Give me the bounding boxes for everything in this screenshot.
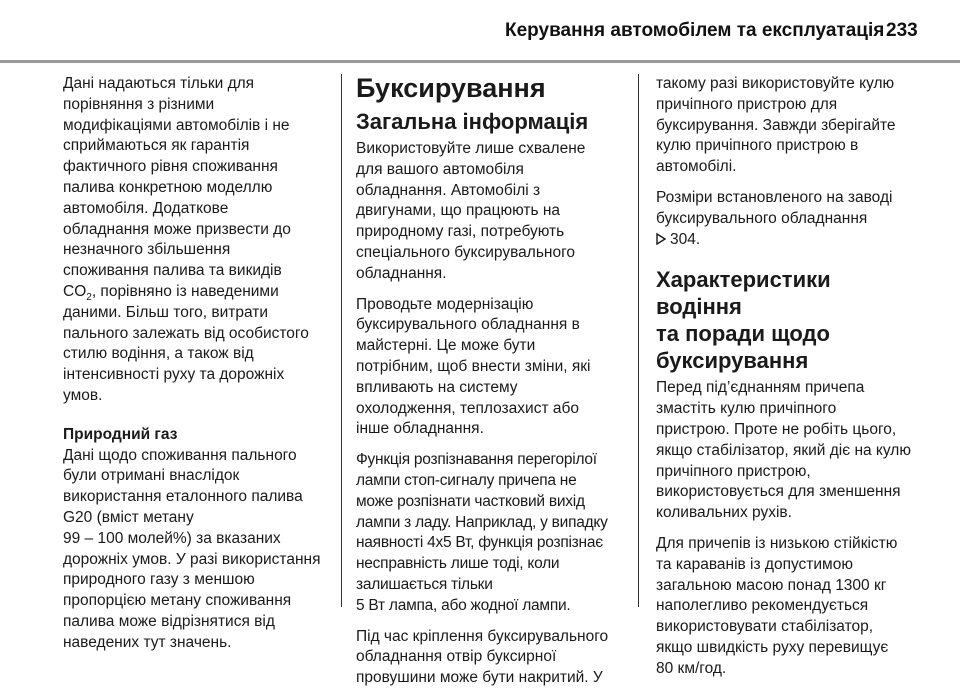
page-reference-arrow-icon: [656, 233, 666, 245]
fuel-consumption-paragraph: [63, 74, 335, 407]
fuel-text-part1: Дані надаються тільки для порівняння з різними модифікаціями автомобілів і не сприймаються як гарантія фактичного рівня споживання палива конкретною моделлю автомобіля. Додаткове обладнання може призвести до незначного збільшення споживання палива та викидів CO: [63, 75, 291, 300]
dimensions-paragraph: [656, 188, 918, 250]
column-middle: [356, 74, 628, 699]
page-header: [0, 0, 960, 62]
general-info-subtitle: Загальна інформація: [356, 109, 589, 134]
towing-title: Буксирування: [356, 73, 546, 103]
driving-paragraph-2: Для причепів із низькою стійкістю та караванів із допустимою загальною масою понад 1300 кг наполегливо рекомендується використовувати стабілізатор, якщо швидкість руху перевищує 80 км/год.: [656, 534, 898, 677]
column-divider-right: [638, 74, 639, 607]
towing-paragraph-5: такому разі використовуйте кулю причіпного пристрою для буксирування. Завжди зберігайте кулю причіпного пристрою в автомобілі.: [656, 75, 896, 176]
page-reference-link[interactable]: [656, 231, 700, 248]
co2-subscript: 2: [86, 292, 92, 304]
column-right: [656, 74, 918, 690]
driving-paragraph-1: Перед під’єднанням причепа змастіть кулю причіпного пристрою. Проте не робіть цього, якщо стабілізатор, який діє на кулю причіпного пристрою, використовується для зменшення коливальних рухів.: [656, 379, 911, 522]
page-reference-number: 304.: [670, 230, 701, 248]
running-title: Керування автомобілем та експлуатація: [505, 20, 885, 41]
column-divider-left: [341, 74, 342, 607]
natural-gas-heading: Природний газ: [63, 425, 178, 443]
driving-characteristics-heading: Характеристики водіння та поради щодо буксирування: [656, 267, 831, 374]
fuel-text-part2: , порівняно із наведеними даними. Більш того, витрати пального залежать від особистого стилю водіння, а також від інтенсивності руху та дорожніх умов.: [63, 282, 309, 404]
natural-gas-paragraph: Дані щодо споживання пального були отримані внаслідок використання еталонного палива G20 (вміст метану 99 – 100 молей%) за вказаних дорожніх умов. У разі використання природного газу з меншою пропорцією метану споживання палива може відрізнятися від наведених тут значень.: [63, 446, 321, 651]
header-rule: [0, 60, 960, 63]
page-number: 233: [886, 20, 918, 41]
towing-paragraph-3: Функція розпізнавання перегорілої лампи стоп-сигналу причепа не може розпізнати частковий вихід лампи з ладу. Наприклад, у випадку наявності 4x5 Вт, функція розпізнає несправність лише тоді, коли залишається тільки 5 Вт лампа, або жодної лампи.: [356, 451, 608, 614]
towing-paragraph-4: Під час кріплення буксирувального обладнання отвір буксирної провушини може бути накритий. У: [356, 627, 609, 687]
dimensions-text: Розміри встановленого на заводі буксирувального обладнання: [656, 188, 893, 227]
towing-paragraph-1: Використовуйте лише схвалене для вашого автомобіля обладнання. Автомобілі з двигунами, що працюють на природному газі, потребують спеціального буксирувального обладнання.: [356, 140, 586, 282]
towing-paragraph-2: Проводьте модернізацію буксирувального обладнання в майстерні. Це може бути потрібним, щоб внести зміни, які впливають на систему охолодження, теплозахист або інше обладнання.: [356, 295, 591, 438]
column-left: [63, 74, 335, 664]
